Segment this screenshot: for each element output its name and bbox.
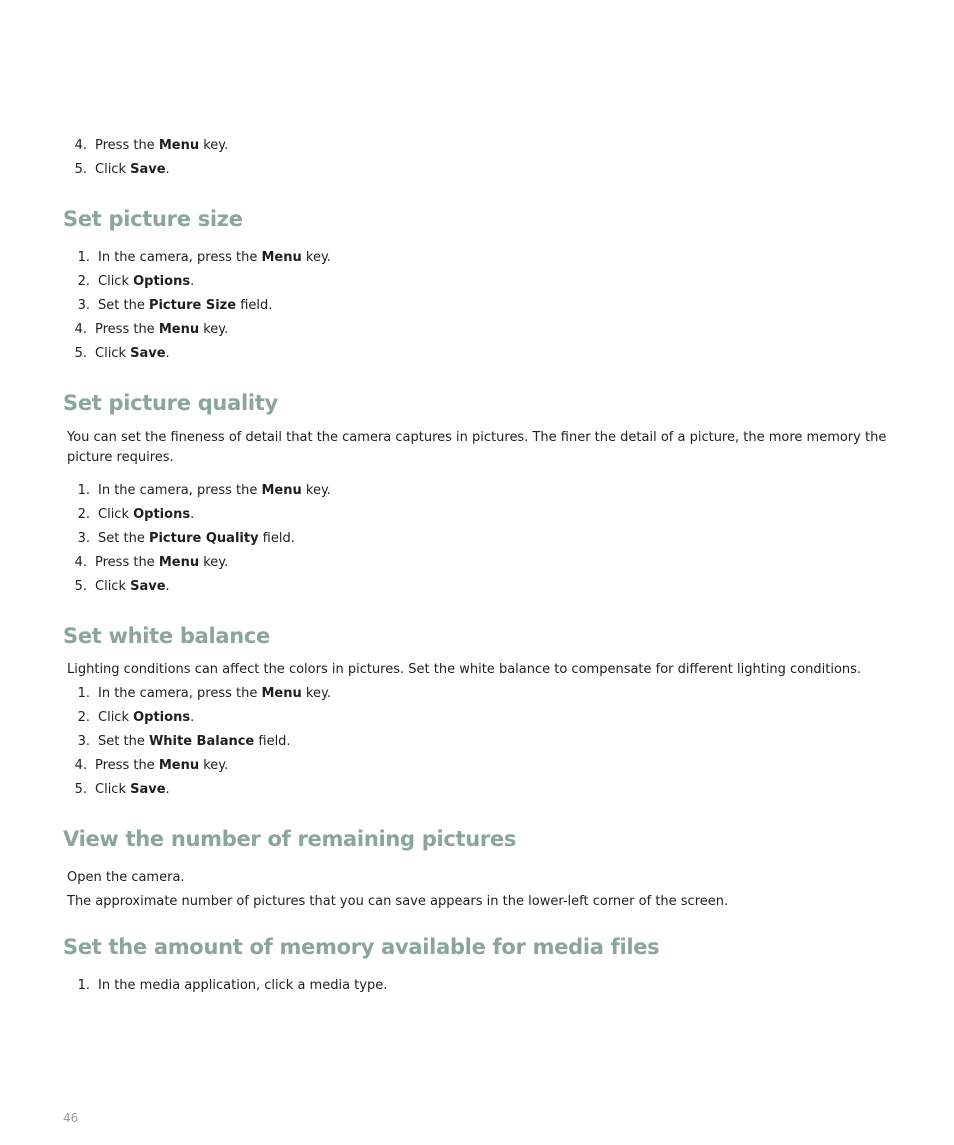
section-heading-remaining-pictures: View the number of remaining pictures <box>63 827 517 851</box>
section-heading-white-balance: Set white balance <box>63 624 270 648</box>
section-paragraph: You can set the fineness of detail that the camera captures in pictures. The finer the detail of a picture, the more memory the picture requires. <box>67 430 887 465</box>
section-line: Open the camera. <box>67 870 185 885</box>
section-paragraph: Lighting conditions can affect the colors in pictures. Set the white balance to compensate for different lighting conditions. <box>67 662 862 677</box>
page-number: 46 <box>63 1111 79 1125</box>
section-heading-media-memory: Set the amount of memory available for media files <box>63 935 660 959</box>
section-heading-picture-size: Set picture size <box>63 207 243 231</box>
section-heading-picture-quality: Set picture quality <box>63 391 278 415</box>
section-line: The approximate number of pictures that you can save appears in the lower-left corner of the screen. <box>67 894 729 909</box>
